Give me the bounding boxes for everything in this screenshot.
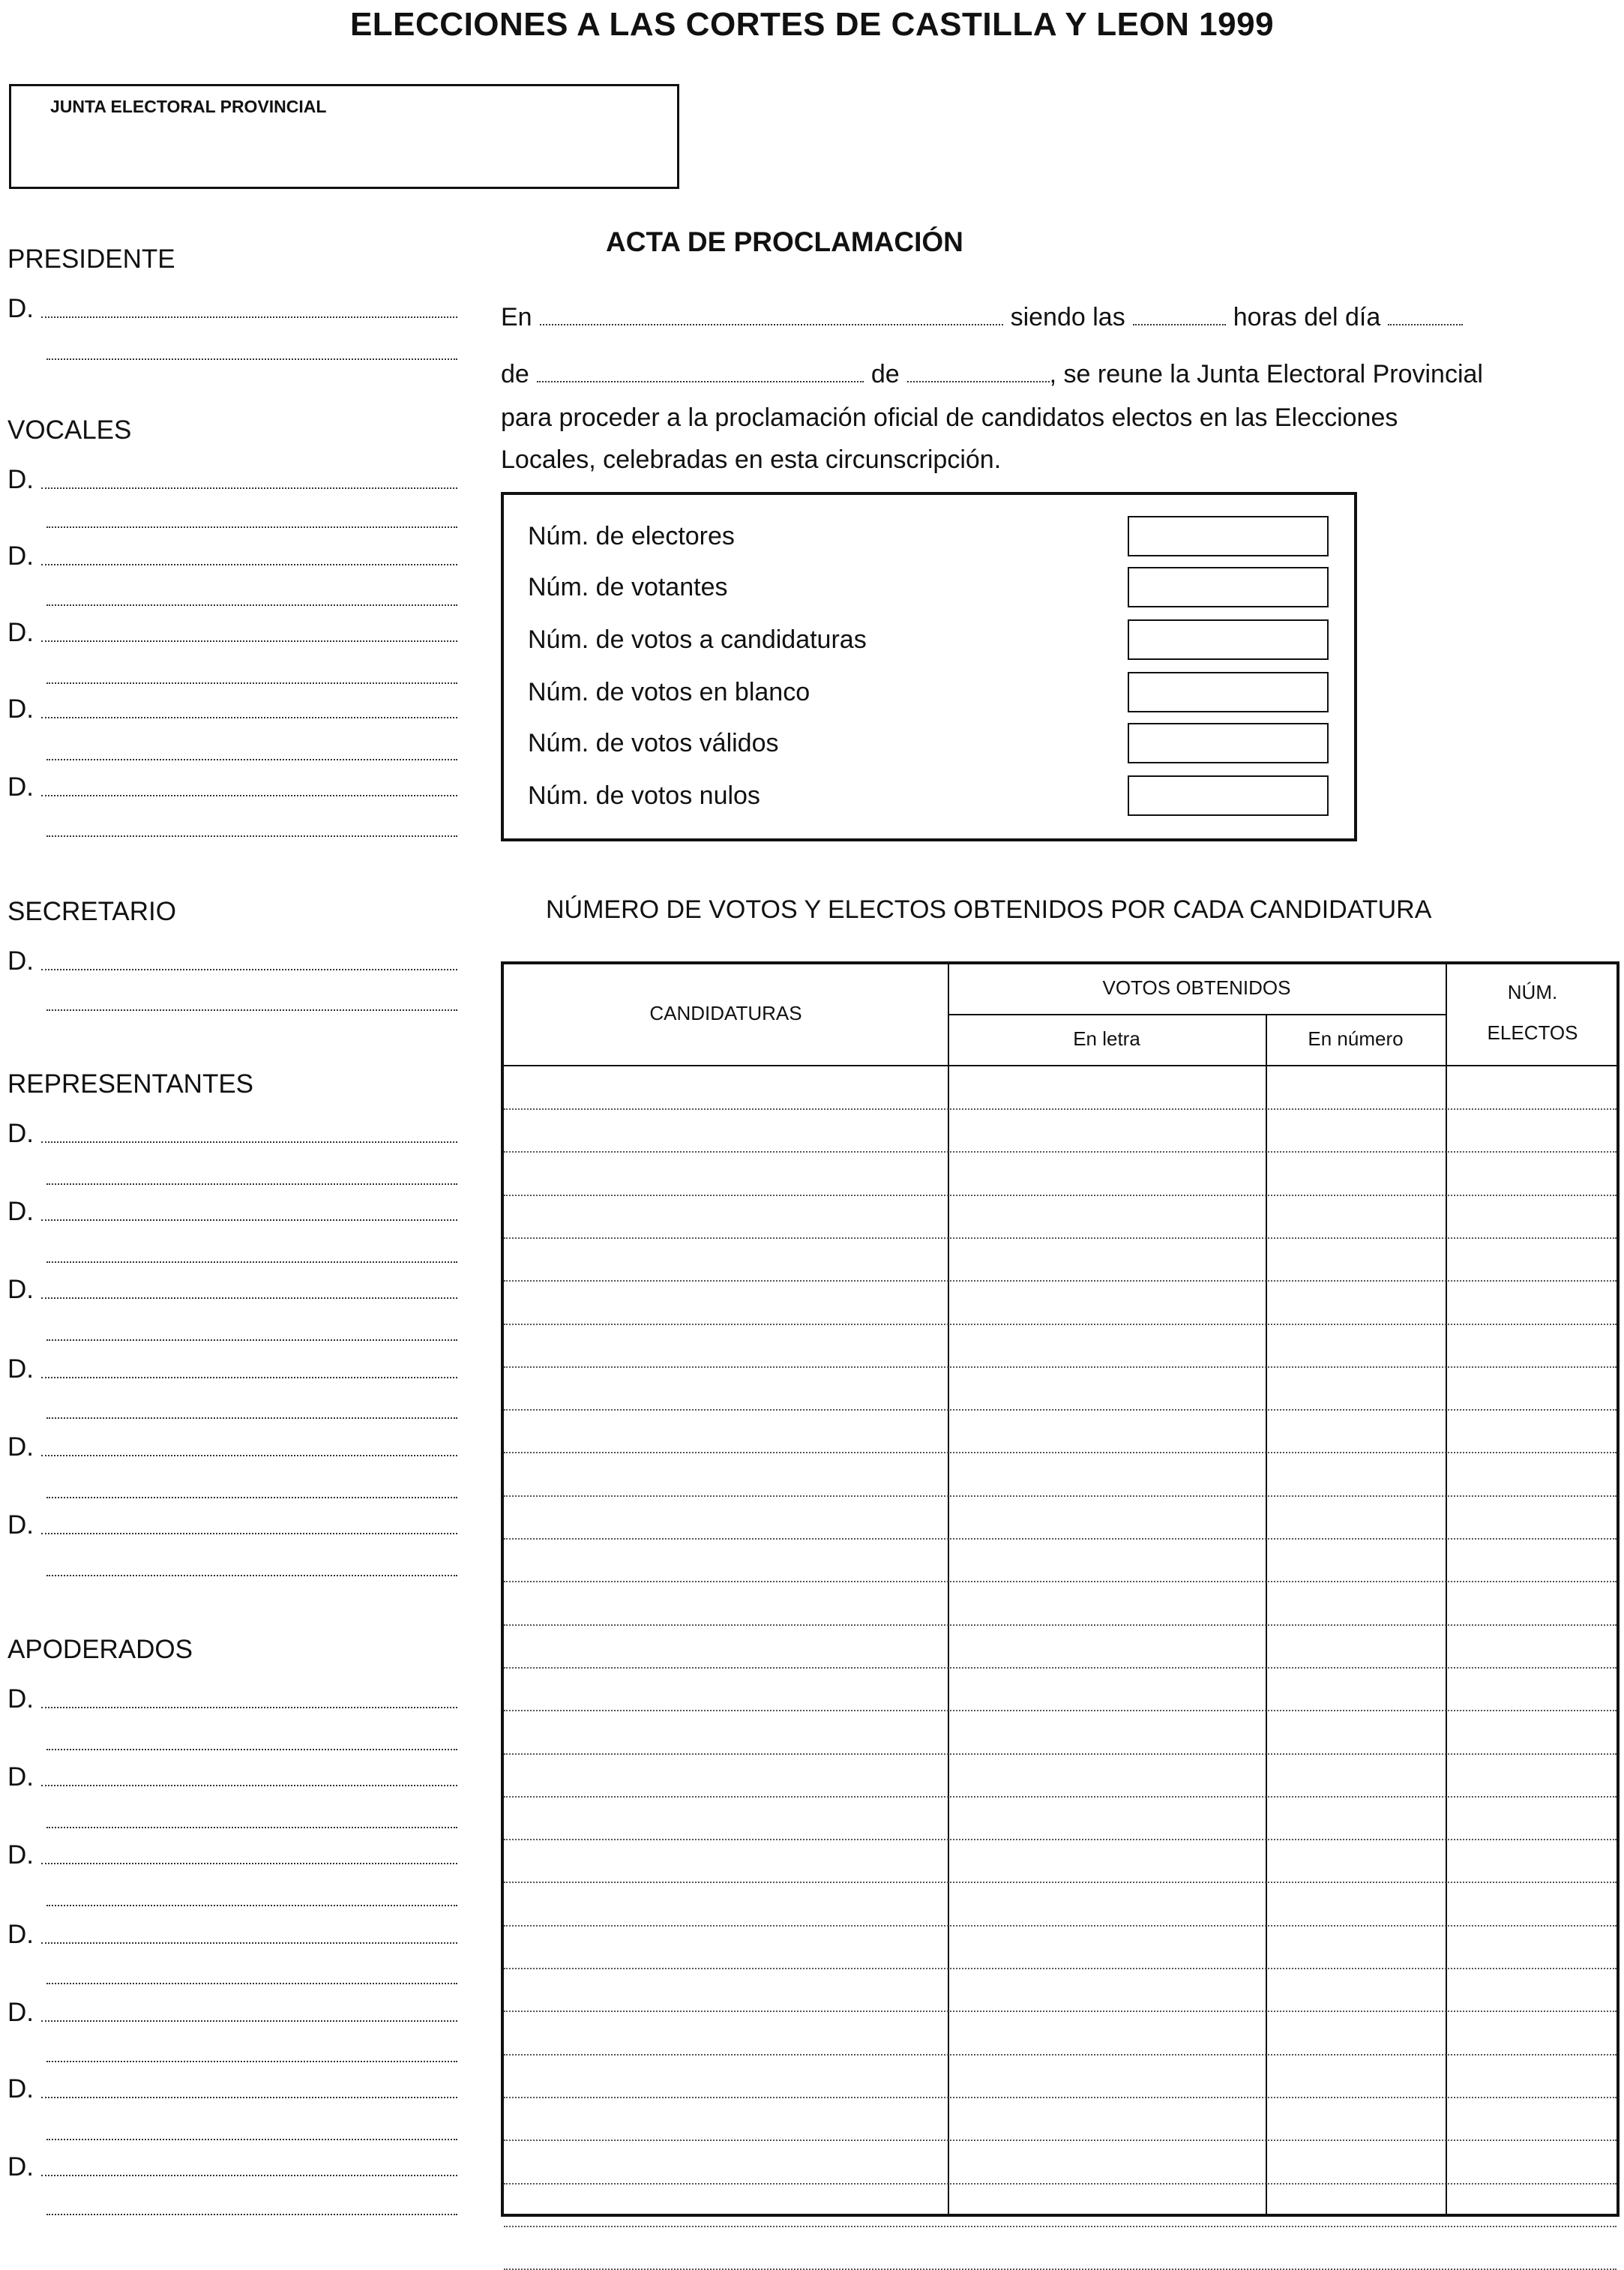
vocal-name-field[interactable] [7,772,457,802]
apoderado-name-continuation[interactable] [46,1827,457,1828]
header-bottom-border [504,1065,1617,1066]
table-row[interactable] [504,1968,1617,1969]
acta-line-4: Locales, celebradas en esta circunscripción. [501,445,1002,474]
stat-label-votos-nulos: Núm. de votos nulos [528,781,760,810]
stat-label-votos-candidaturas: Núm. de votos a candidaturas [528,625,867,654]
header-en-numero: En número [1308,1027,1404,1050]
representante-name-continuation[interactable] [46,1339,457,1341]
header-electos: ELECTOS [1487,1021,1578,1044]
table-row[interactable] [504,1151,1617,1153]
table-row[interactable] [504,1624,1617,1626]
representante-name-field[interactable] [7,1510,457,1540]
apoderado-name-field[interactable] [7,1840,457,1870]
d-label: D. [7,694,34,724]
stat-label-votos-blanco: Núm. de votos en blanco [528,678,811,706]
table-row[interactable] [504,2054,1617,2056]
d-label: D. [7,1762,34,1792]
vocal-name-field[interactable] [7,541,457,571]
anio-field[interactable] [907,381,1050,382]
results-table [501,961,1620,2217]
table-row[interactable] [504,1667,1617,1669]
vocal-name-continuation[interactable] [46,682,457,684]
table-row[interactable] [504,2097,1617,2098]
horas-del-dia-label: horas del día [1233,303,1381,331]
table-row[interactable] [504,1195,1617,1196]
representante-name-field[interactable] [7,1197,457,1227]
table-row[interactable] [504,1366,1617,1368]
apoderado-name-continuation[interactable] [46,1749,457,1750]
d-label: D. [7,772,34,802]
secretario-name-field[interactable] [7,946,457,976]
apoderado-name-field[interactable] [7,1762,457,1792]
representante-name-field[interactable] [7,1354,457,1384]
table-row[interactable] [504,2183,1617,2185]
stat-label-votantes: Núm. de votantes [528,573,728,601]
table-row[interactable] [504,2011,1617,2012]
apoderado-name-continuation[interactable] [46,2061,457,2062]
table-row[interactable] [504,2226,1617,2227]
section-title-vocales: VOCALES [7,415,132,445]
apoderado-name-field[interactable] [7,2152,457,2182]
d-label: D. [7,2074,34,2104]
junta-electoral-box[interactable] [9,84,679,189]
section-title-presidente: PRESIDENTE [7,244,175,274]
d-label: D. [7,2152,34,2182]
apoderado-name-field[interactable] [7,1920,457,1950]
stat-field-votos-candidaturas[interactable] [1128,619,1329,660]
table-row[interactable] [504,1753,1617,1755]
acta-title: ACTA DE PROCLAMACIÓN [606,226,963,257]
d-label: D. [7,1197,34,1226]
representante-name-continuation[interactable] [46,1183,457,1185]
table-row[interactable] [504,1108,1617,1110]
de-label: de [870,360,900,388]
apoderado-name-field[interactable] [7,1998,457,2028]
stat-field-votos-validos[interactable] [1128,723,1329,763]
stat-field-electores[interactable] [1128,516,1329,556]
representante-name-continuation[interactable] [46,1497,457,1498]
representante-name-field[interactable] [7,1432,457,1462]
stat-label-votos-validos: Núm. de votos válidos [528,729,779,757]
representante-name-continuation[interactable] [46,1261,457,1263]
d-label: D. [7,1119,34,1148]
apoderado-name-continuation[interactable] [46,1905,457,1906]
table-row[interactable] [504,1710,1617,1711]
stat-field-votos-nulos[interactable] [1128,775,1329,816]
d-label: D. [7,465,34,494]
apoderado-name-continuation[interactable] [46,2214,457,2215]
document-title: ELECCIONES A LAS CORTES DE CASTILLA Y LEON 1999 [349,6,1275,43]
table-row[interactable] [504,1495,1617,1497]
siendo-las-label: siendo las [1010,303,1125,331]
d-label: D. [7,1432,34,1462]
table-row[interactable] [504,1538,1617,1540]
vocal-name-field[interactable] [7,694,457,724]
stat-field-votantes[interactable] [1128,567,1329,607]
dia-field[interactable] [1388,324,1463,325]
table-row[interactable] [504,1324,1617,1325]
section-title-secretario: SECRETARIO [7,897,176,926]
junta-electoral-label: JUNTA ELECTORAL PROVINCIAL [50,97,327,116]
de-label: de [501,360,529,388]
d-label: D. [7,541,34,571]
d-label: D. [7,1354,34,1384]
d-label: D. [7,618,34,647]
d-label: D. [7,946,34,976]
header-votos-obtenidos: VOTOS OBTENIDOS [1102,976,1291,999]
acta-line-1 [501,303,1463,332]
stat-label-electores: Núm. de electores [528,522,735,550]
d-label: D. [7,1684,34,1714]
d-label: D. [7,1510,34,1540]
vocal-name-field[interactable] [7,465,457,495]
table-row[interactable] [504,1581,1617,1582]
vocal-name-field[interactable] [7,618,457,648]
results-table-title: NÚMERO DE VOTOS Y ELECTOS OBTENIDOS POR CADA CANDIDATURA [546,895,1432,924]
acta-line-2 [501,360,1483,389]
table-row[interactable] [504,1452,1617,1453]
d-label: D. [7,294,34,323]
apoderado-name-continuation[interactable] [46,2139,457,2140]
apoderado-name-field[interactable] [7,1684,457,1714]
secretario-name-continuation[interactable] [46,1009,457,1011]
apoderado-name-field[interactable] [7,2074,457,2104]
representante-name-field[interactable] [7,1275,457,1305]
apoderado-name-continuation[interactable] [46,1983,457,1984]
representante-name-field[interactable] [7,1119,457,1149]
section-title-representantes: REPRESENTANTES [7,1069,254,1099]
table-row[interactable] [504,1280,1617,1282]
section-title-apoderados: APODERADOS [7,1635,193,1664]
presidente-name-continuation[interactable] [46,358,457,360]
header-num: NÚM. [1507,981,1558,1003]
representante-name-continuation[interactable] [46,1575,457,1576]
table-row[interactable] [504,1237,1617,1239]
d-label: D. [7,1275,34,1304]
d-label: D. [7,1920,34,1949]
presidente-name-field[interactable] [7,294,457,324]
en-label: En [501,303,532,331]
table-row[interactable] [504,1925,1617,1927]
header-candidaturas: CANDIDATURAS [649,1002,802,1024]
table-row[interactable] [504,1409,1617,1411]
d-label: D. [7,1998,34,2027]
header-en-letra: En letra [1073,1027,1140,1050]
table-row[interactable] [504,1796,1617,1798]
acta-line-2-text: , se reune la Junta Electoral Provincial [1049,360,1483,388]
votos-subheader-divider [948,1014,1446,1015]
lugar-field[interactable] [540,324,1003,325]
vocal-name-continuation[interactable] [46,604,457,606]
table-row[interactable] [504,1882,1617,1883]
vocal-name-continuation[interactable] [46,526,457,528]
vocal-name-continuation[interactable] [46,835,457,837]
hora-field[interactable] [1133,324,1226,325]
table-row[interactable] [504,2140,1617,2141]
mes-field[interactable] [537,381,864,382]
acta-line-3: para proceder a la proclamación oficial de candidatos electos en las Elecciones [501,403,1398,432]
vocal-name-continuation[interactable] [46,759,457,760]
stat-field-votos-blanco[interactable] [1128,672,1329,712]
d-label: D. [7,1840,34,1870]
table-row[interactable] [504,1839,1617,1840]
representante-name-continuation[interactable] [46,1417,457,1419]
